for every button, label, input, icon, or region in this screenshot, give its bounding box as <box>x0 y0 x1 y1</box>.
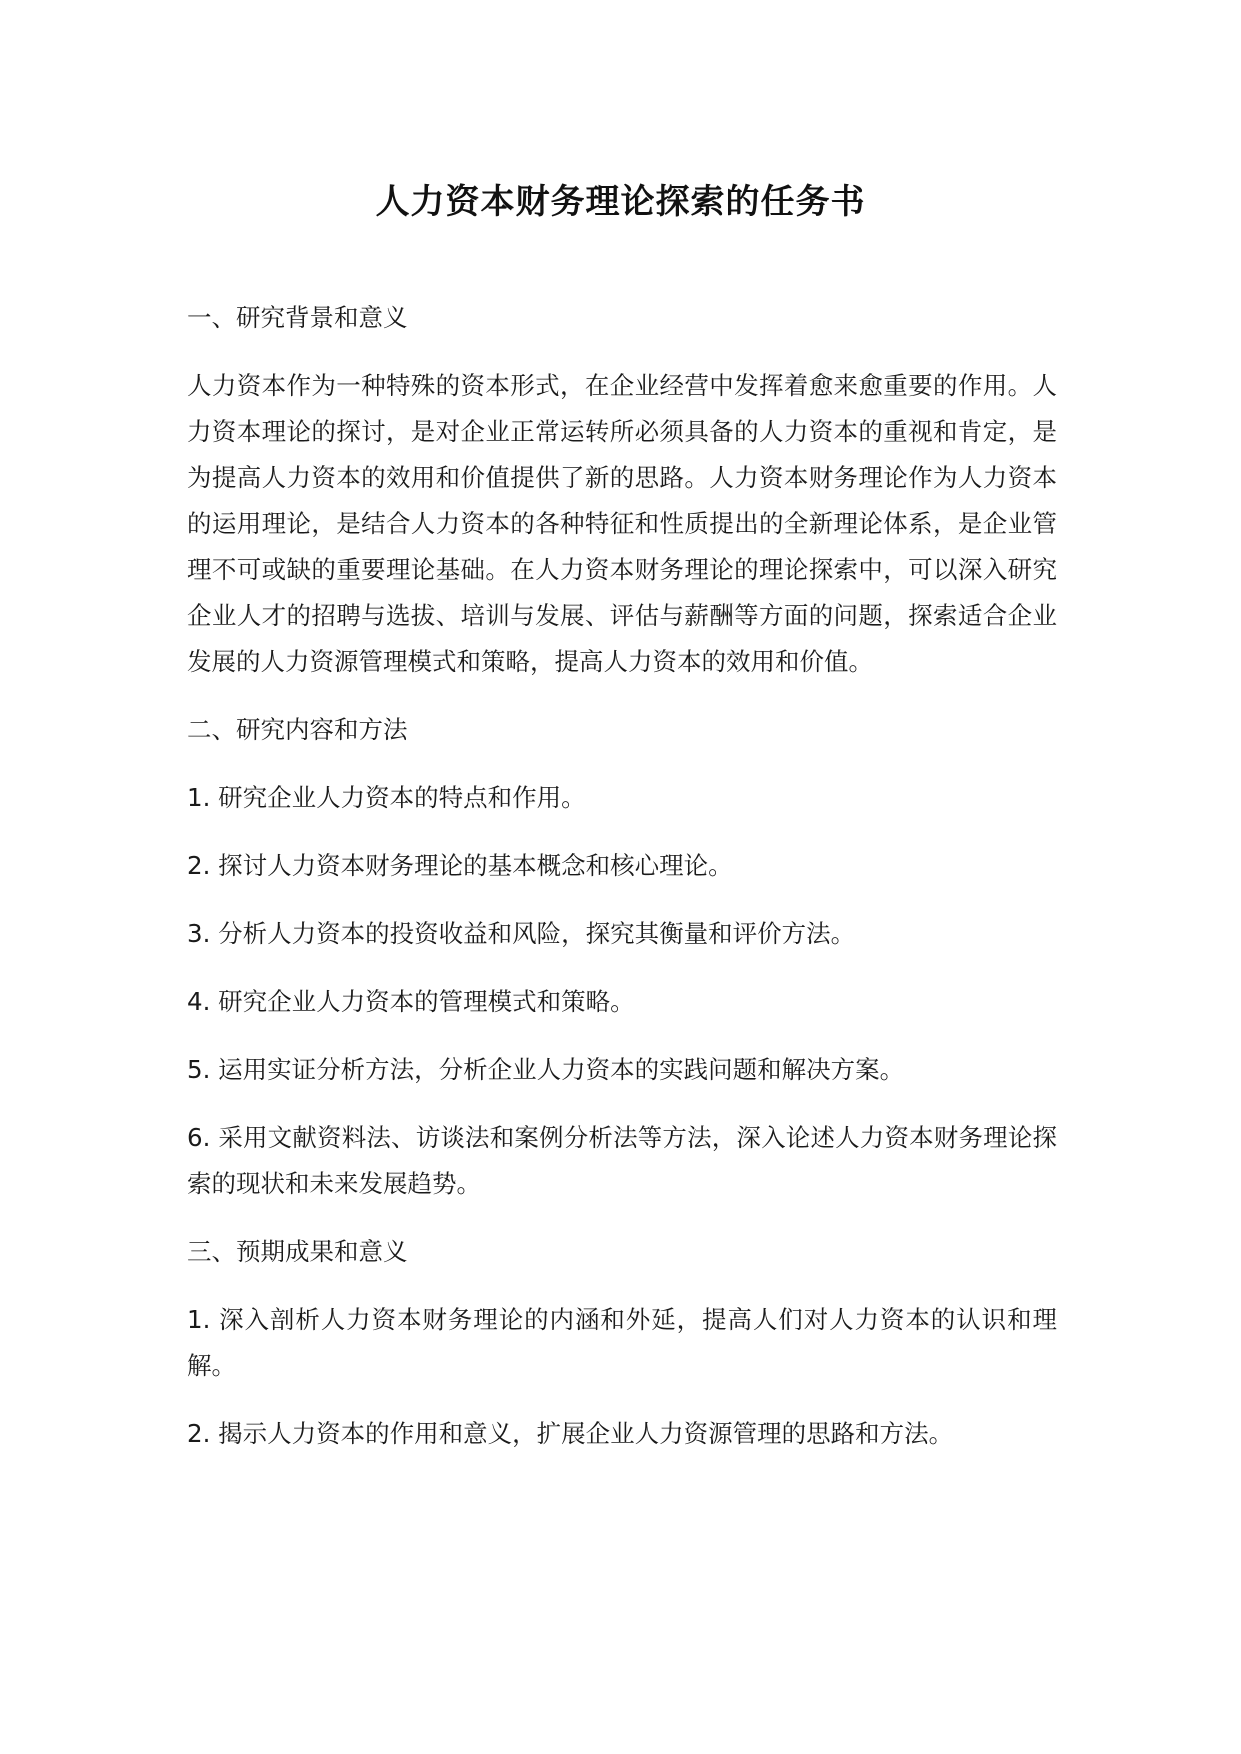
document-body <box>187 295 1057 1479</box>
list-item: 4. 研究企业人力资本的管理模式和策略。 <box>187 987 635 1016</box>
list-item: 2. 探讨人力资本财务理论的基本概念和核心理论。 <box>187 851 733 880</box>
section-heading-expected-results: 三、预期成果和意义 <box>187 1237 408 1266</box>
list-item: 2. 揭示人力资本的作用和意义，扩展企业人力资源管理的思路和方法。 <box>187 1419 954 1448</box>
list-item: 3. 分析人力资本的投资收益和风险，探究其衡量和评价方法。 <box>187 919 856 948</box>
section-heading-content-methods: 二、研究内容和方法 <box>187 715 408 744</box>
document-title: 人力资本财务理论探索的任务书 <box>375 182 866 222</box>
paragraph-background: 人力资本作为一种特殊的资本形式，在企业经营中发挥着愈来愈重要的作用。人力资本理论的探讨，是对企业正常运转所必须具备的人力资本的重视和肯定，是为提高人力资本的效用和价值提供了新的思路。人力资本财务理论作为人力资本的运用理论，是结合人力资本的各种特征和性质提出的全新理论体系，是企业管理不可或缺的重要理论基础。在人力资本财务理论的理论探索中，可以深入研究企业人才的招聘与选拔、培训与发展、评估与薪酬等方面的问题，探索适合企业发展的人力资源管理模式和策略，提高人力资本的效用和价值。 <box>187 371 1057 676</box>
list-item: 1. 深入剖析人力资本财务理论的内涵和外延，提高人们对人力资本的认识和理解。 <box>187 1305 1057 1380</box>
list-item: 6. 采用文献资料法、访谈法和案例分析法等方法，深入论述人力资本财务理论探索的现状和未来发展趋势。 <box>187 1123 1057 1198</box>
list-item: 1. 研究企业人力资本的特点和作用。 <box>187 783 586 812</box>
list-item: 5. 运用实证分析方法，分析企业人力资本的实践问题和解决方案。 <box>187 1055 905 1084</box>
section-heading-background: 一、研究背景和意义 <box>187 303 408 332</box>
